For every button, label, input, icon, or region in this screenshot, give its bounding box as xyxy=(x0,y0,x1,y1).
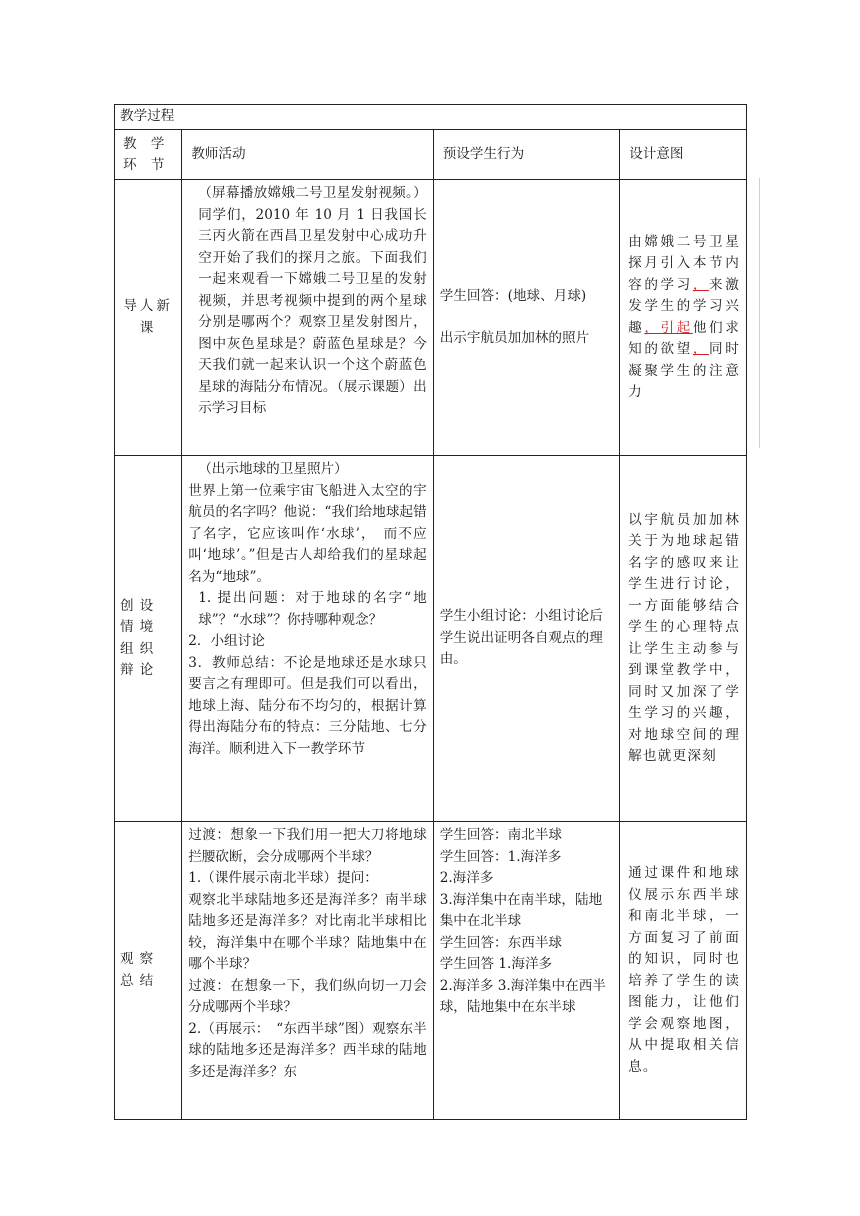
student-text: 学生回答：1.海洋多 xyxy=(439,848,562,865)
design-text-part: 来激发学生的学习兴趣 xyxy=(628,276,740,336)
student-text: 学生小组讨论：小组讨论后学生说出证明各自观点的理由。 xyxy=(439,608,603,668)
teacher-text: 1.（课件展示南北半球）提问： xyxy=(188,870,378,886)
student-behavior-cell xyxy=(433,456,619,822)
teacher-text: 2.（再展示： “东西半球”图）观察东半球的陆地多还是海洋多？西半球的陆地多还是海洋多？东 xyxy=(188,1020,427,1080)
student-text: 学生回答：东西半球 xyxy=(439,934,563,951)
student-text: 2.海洋多 xyxy=(439,870,494,886)
header-stage: 教 学 环 节 xyxy=(115,130,182,180)
teacher-activity-cell xyxy=(182,822,433,1120)
table-row xyxy=(115,180,747,456)
table-row xyxy=(115,456,747,822)
teacher-text: 3．教师总结：不论是地球还是水球只要言之有理即可。但是我们可以看出，地球上海、陆分布不均匀的，根据计算得出海陆分布的特点：三分陆地、七分海洋。顺利进入下一教学环节 xyxy=(188,654,427,757)
student-text: 3.海洋集中在南半球，陆地集中在北半球 xyxy=(439,891,603,929)
student-text: 学生回答 1.海洋多 xyxy=(439,956,553,972)
student-text: 学生回答：(地球、月球) xyxy=(439,287,587,304)
design-text-part: 由嫦娥二号卫星探月引入本节内容的学习 xyxy=(628,233,740,293)
design-text-mark: ，引起 xyxy=(644,319,693,336)
student-text: 2.海洋多 3.海洋集中在西半球，陆地集中在东半球 xyxy=(439,977,606,1015)
student-text: 出示宇航员加加林的照片 xyxy=(439,330,590,346)
design-text: 通过课件和地球仪展示东西半球和南北半球，一方面复习了前面的知识，同时也培养了学生的读图能力，让他们学会观察地图，从中提取相关信息。 xyxy=(628,865,740,1075)
teacher-text: 过渡：在想象一下，我们纵向切一刀会分成哪两个半球？ xyxy=(188,977,427,1015)
teacher-text: 世界上第一位乘宇宙飞船进入太空的宇航员的名字吗？他说：“我们给地球起错了名字，它应该叫作‘水球’， 而不应叫‘地球’。”但是古人却给我们的星球起名为“地球”。 xyxy=(188,482,427,585)
design-text-mark: ， xyxy=(692,276,710,293)
student-behavior-cell xyxy=(433,822,619,1120)
teacher-text: 2．小组讨论 xyxy=(188,633,265,649)
spacer xyxy=(440,307,613,328)
table-caption-row xyxy=(115,105,747,130)
header-student-behavior: 预设学生行为 xyxy=(433,130,619,180)
design-text-part: 同时凝聚学生的注意力 xyxy=(628,341,740,400)
header-design-intent: 设计意图 xyxy=(620,130,747,180)
student-text: 学生回答：南北半球 xyxy=(439,827,563,843)
table-header-row xyxy=(115,130,747,180)
design-text xyxy=(628,232,740,404)
student-behavior-cell xyxy=(433,180,619,456)
table-caption: 教学过程 xyxy=(115,105,747,130)
design-text: 以宇航员加加林关于为地球起错名字的感叹来让学生进行讨论，一方面能够结合学生的心理特点让学生主动参与到课堂教学中，同时又加深了学生学习的兴趣，对地球空间的理解也就更深刻 xyxy=(628,511,740,764)
teacher-text: 过渡：想象一下我们用一把大刀将地球拦腰砍断，会分成哪两个半球？ xyxy=(188,827,427,865)
design-text-part: 他们求知的欲望 xyxy=(628,319,741,357)
stage-cell: 观察总结 xyxy=(115,822,182,1120)
teacher-activity-cell xyxy=(182,180,433,456)
teacher-text: （出示地球的卫星照片） xyxy=(198,461,348,477)
design-intent-cell xyxy=(620,822,747,1120)
design-text-mark: ， xyxy=(692,341,710,357)
teacher-text: 1. 提出问题：对于地球的名字“地球”？“水球”？你持哪种观念？ xyxy=(198,590,427,628)
design-intent-cell xyxy=(620,456,747,822)
stage-cell: 导人新课 xyxy=(115,180,182,456)
teacher-activity-cell xyxy=(182,456,433,822)
stage-cell: 创设情境组织辩论 xyxy=(115,456,182,822)
design-intent-cell xyxy=(620,180,747,456)
lesson-process-table xyxy=(114,104,747,1120)
margin-line xyxy=(759,178,760,448)
header-teacher-activity: 教师活动 xyxy=(182,130,433,180)
table-row xyxy=(115,822,747,1120)
teacher-text: （屏幕播放嫦娥二号卫星发射视频。）同学们，2010 年 10 月 1 日我国长三丙火箭在西昌卫星发射中心成功升空开始了我们的探月之旅。下面我们一起来观看一下嫦娥二号卫星的发射视频，并思考视频中提到的两个星球分别是哪两个？观察卫星发射图片，图中灰色星球是？蔚蓝色星球是？今天我们就一起来认识一个这个蔚蓝色星球的海陆分布情况。（展示课题）出示学习目标 xyxy=(198,185,427,416)
teacher-text: 观察北半球陆地多还是海洋多？南半球陆地多还是海洋多？对比南北半球相比较，海洋集中在哪个半球？陆地集中在哪个半球？ xyxy=(188,891,427,972)
